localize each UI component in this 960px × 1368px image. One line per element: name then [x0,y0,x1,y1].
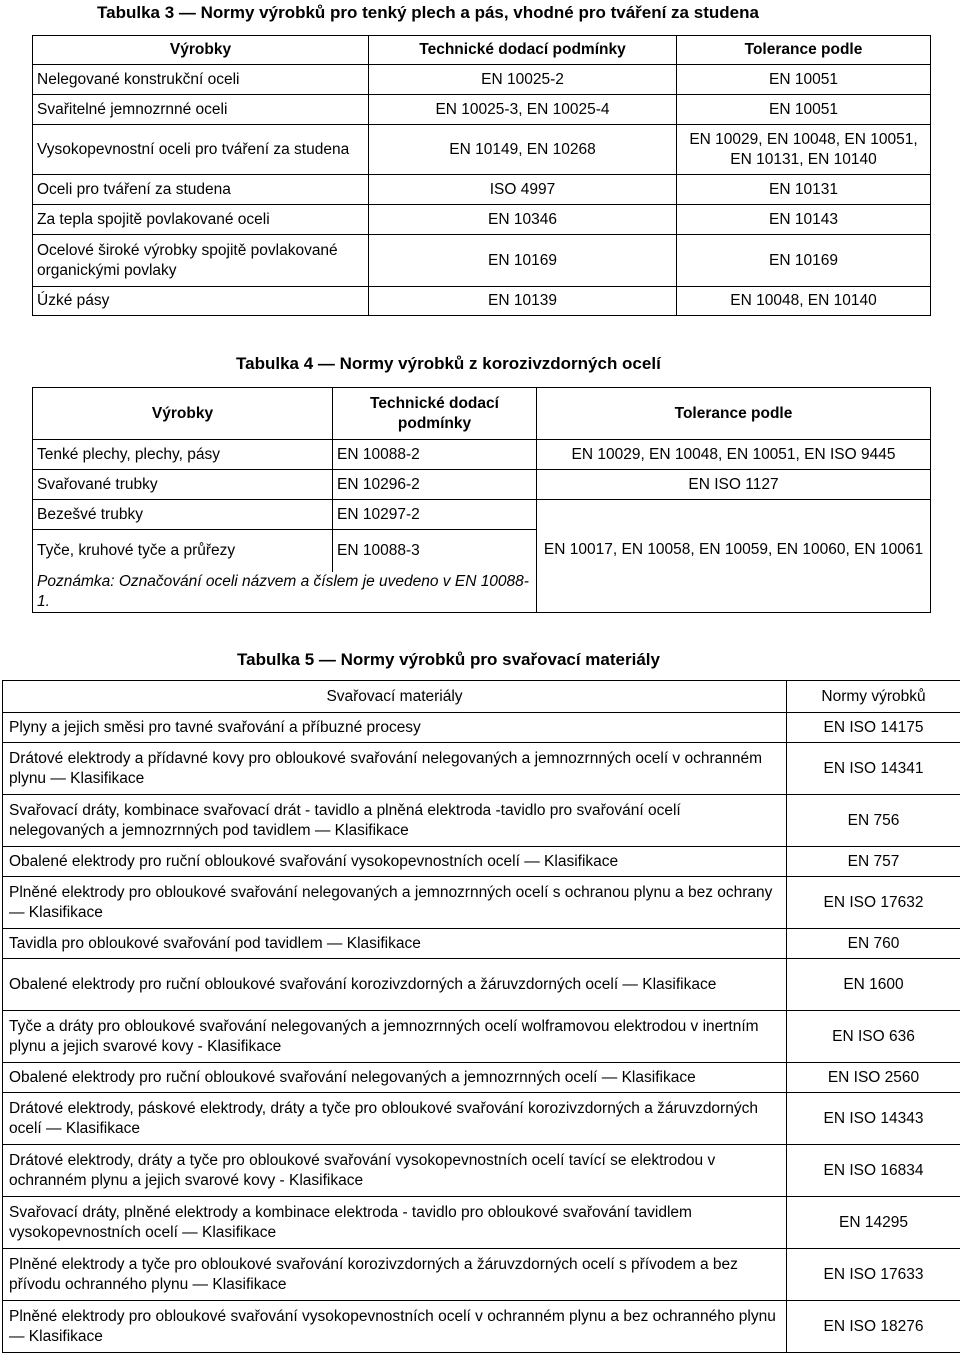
table-row [33,235,931,287]
table-cell: Plněné elektrody pro obloukové svařování vysokopevnostních ocelí v ochranném plynu a bez ochranného plynu — Klasifikace [3,1301,787,1353]
table-row [33,440,931,470]
table3-title: Tabulka 3 — Normy výrobků pro tenký plech a pás, vhodné pro tváření za studena [97,3,759,22]
table-row [3,1249,960,1301]
table-cell: Svařované trubky [33,470,333,500]
table-cell: Svařovací dráty, plněné elektrody a kombinace elektroda - tavidlo pro obloukové svařování tavidlem vysokopevnostních ocelí — Klasifikace [3,1197,787,1249]
table-cell: EN 14295 [787,1197,960,1249]
table-row [33,175,931,205]
table5-title: Tabulka 5 — Normy výrobků pro svařovací materiály [237,650,660,669]
table-cell: Drátové elektrody a přídavné kovy pro obloukové svařování nelegovaných a jemnozrnných ocelí v ochranném plynu — Klasifikace [3,743,787,795]
table-row [3,743,960,795]
table-cell: Obalené elektrody pro ruční obloukové svařování vysokopevnostních ocelí — Klasifikace [3,847,787,877]
table-row [3,1145,960,1197]
table-cell: EN 10169 [369,235,677,287]
table-cell: Tyče, kruhové tyče a průřezy [33,530,333,572]
table-cell: EN 10088-2 [333,440,537,470]
table-cell: EN 760 [787,929,960,959]
table-row [33,65,931,95]
table-cell: EN ISO 14341 [787,743,960,795]
table-cell: EN 10169 [677,235,931,287]
table-cell: Svařovací dráty, kombinace svařovací drát - tavidlo a plněná elektroda -tavidlo pro svařování ocelí nelegovaných a jemnozrnných pod tavidlem — Klasifikace [3,795,787,847]
table-row [33,572,931,613]
table-cell: Tyče a dráty pro obloukové svařování nelegovaných a jemnozrnných ocelí wolframovou elektrodou v inertním plynu a jejich svarové kovy - Klasifikace [3,1011,787,1063]
table-cell: Drátové elektrody, páskové elektrody, dráty a tyče pro obloukové svařování korozivzdorných a žáruvzdorných ocelí — Klasifikace [3,1093,787,1145]
table-row [3,1301,960,1353]
table3-header: Technické dodací podmínky [369,36,677,65]
table-cell: EN 756 [787,795,960,847]
table-cell: Vysokopevnostní oceli pro tváření za studena [33,125,369,175]
table-cell: EN 10131 [677,175,931,205]
table-cell: EN 10029, EN 10048, EN 10051, EN 10131, EN 10140 [677,125,931,175]
table-cell: Obalené elektrody pro ruční obloukové svařování nelegovaných a jemnozrnných ocelí — Klasifikace [3,1063,787,1093]
table-cell: Tenké plechy, plechy, pásy [33,440,333,470]
table-cell: Ocelové široké výrobky spojitě povlakované organickými povlaky [33,235,369,287]
table3 [32,35,931,316]
table-cell: EN 10139 [369,287,677,316]
table4 [32,387,931,613]
table-row [3,713,960,743]
table5 [2,680,960,1353]
table-cell: EN 10051 [677,95,931,125]
table-cell: EN 10149, EN 10268 [369,125,677,175]
table-cell: Plyny a jejich směsi pro tavné svařování a příbuzné procesy [3,713,787,743]
table-cell: EN 10297-2 [333,500,537,530]
table3-header: Tolerance podle [677,36,931,65]
table-row [3,795,960,847]
table-row [33,205,931,235]
table-cell: EN 10029, EN 10048, EN 10051, EN ISO 9445 [537,440,931,470]
table-cell: Plněné elektrody pro obloukové svařování nelegovaných a jemnozrnných ocelí s ochranou plynu a bez ochrany — Klasifikace [3,877,787,929]
table-cell: EN ISO 18276 [787,1301,960,1353]
table5-header: Normy výrobků [787,681,960,713]
table-cell: Svařitelné jemnozrnné oceli [33,95,369,125]
table-cell: Úzké pásy [33,287,369,316]
table-cell: Obalené elektrody pro ruční obloukové svařování korozivzdorných a žáruvzdorných ocelí — Klasifikace [3,959,787,1011]
table-cell: Drátové elektrody, dráty a tyče pro obloukové svařování vysokopevnostních ocelí tavící se elektrodou v ochranném plynu a jejich svarové kovy - Klasifikace [3,1145,787,1197]
table-row [33,95,931,125]
table-cell: Plněné elektrody a tyče pro obloukové svařování korozivzdorných a žáruvzdorných ocelí s přívodem a bez přívodu ochranného plynu — Klasifikace [3,1249,787,1301]
table-cell: EN ISO 1127 [537,470,931,500]
table-cell: EN ISO 636 [787,1011,960,1063]
table-cell: EN ISO 16834 [787,1145,960,1197]
table5-header: Svařovací materiály [3,681,787,713]
table-row [33,500,931,530]
table4-header: Technické dodací podmínky [333,388,537,440]
table-row [33,470,931,500]
table-row [3,929,960,959]
table-row [3,959,960,1011]
table-row [3,1093,960,1145]
table4-header: Tolerance podle [537,388,931,440]
table-row [33,125,931,175]
table-cell: EN 757 [787,847,960,877]
table-row [3,1197,960,1249]
table-cell: Nelegované konstrukční oceli [33,65,369,95]
table-cell: EN ISO 2560 [787,1063,960,1093]
table-cell: EN 10346 [369,205,677,235]
table-cell: Za tepla spojitě povlakované oceli [33,205,369,235]
table-cell: EN 10017, EN 10058, EN 10059, EN 10060, EN 10061 [537,500,931,572]
table-cell: EN 10048, EN 10140 [677,287,931,316]
table-cell: EN ISO 17633 [787,1249,960,1301]
table3-header: Výrobky [33,36,369,65]
table-cell: EN 10025-3, EN 10025-4 [369,95,677,125]
table-cell: EN 10143 [677,205,931,235]
table-row [3,877,960,929]
table-row [3,847,960,877]
table-row [3,1011,960,1063]
table-cell: Bezešvé trubky [33,500,333,530]
table4-note: Poznámka: Označování oceli názvem a číslem je uvedeno v EN 10088-1. [33,572,537,613]
table-cell: EN ISO 14175 [787,713,960,743]
table-cell: EN ISO 14343 [787,1093,960,1145]
table-row [3,1063,960,1093]
table-cell: EN ISO 17632 [787,877,960,929]
table-cell: EN 1600 [787,959,960,1011]
table-row [33,287,931,316]
table-cell: EN 10088-3 [333,530,537,572]
table-cell: Oceli pro tváření za studena [33,175,369,205]
table-cell: EN 10025-2 [369,65,677,95]
table-cell: EN 10051 [677,65,931,95]
table4-header: Výrobky [33,388,333,440]
table-cell: EN 10296-2 [333,470,537,500]
table4-title: Tabulka 4 — Normy výrobků z korozivzdorných ocelí [236,354,661,373]
table-cell: Tavidla pro obloukové svařování pod tavidlem — Klasifikace [3,929,787,959]
table-cell [537,572,931,613]
table-cell: ISO 4997 [369,175,677,205]
